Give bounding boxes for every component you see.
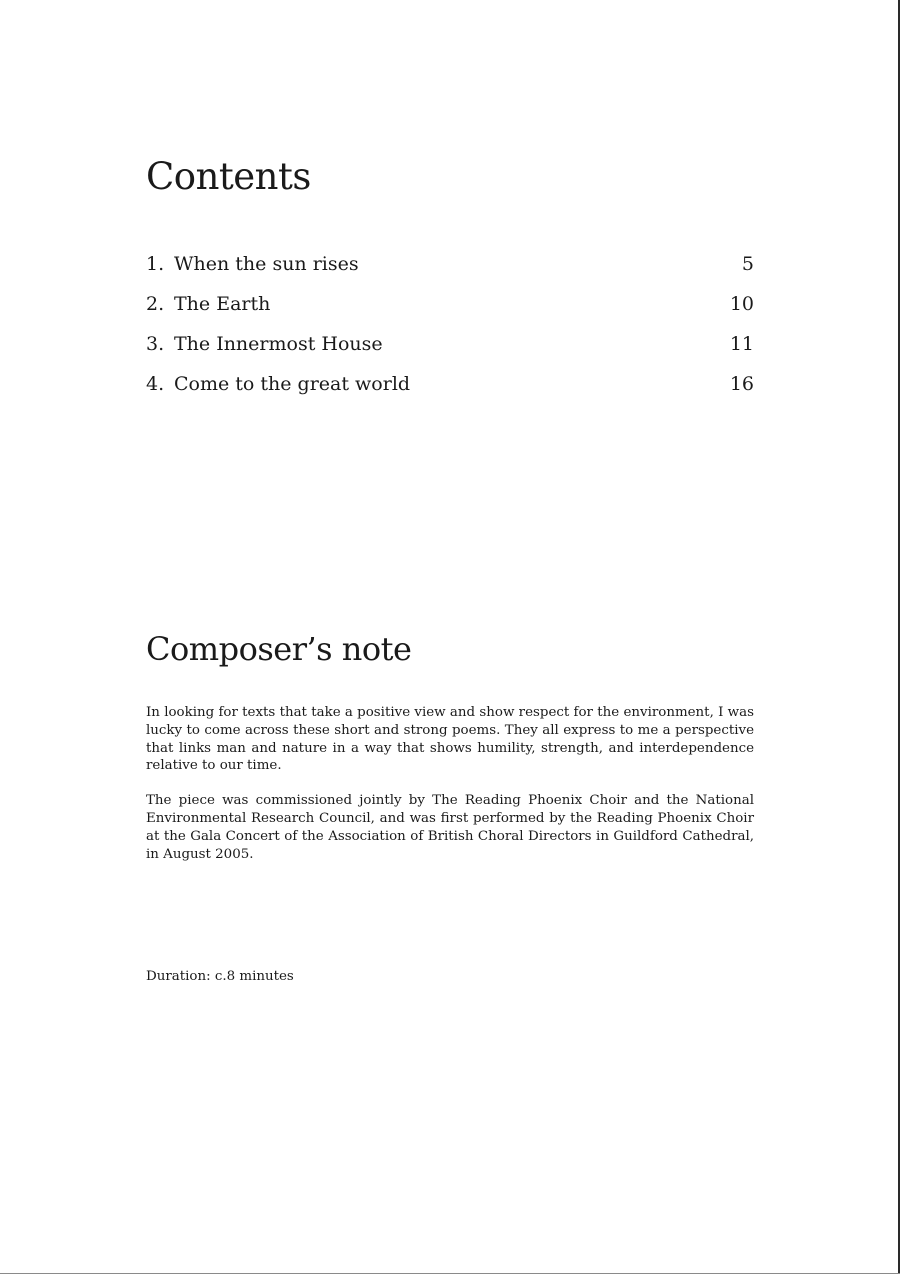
toc-item [146,248,754,288]
toc-item-label [146,328,383,360]
toc-item-page: 5 [741,253,754,275]
toc-item-label [146,248,359,280]
toc-item [146,328,754,368]
composers-note-body [146,704,754,880]
toc-item [146,368,754,408]
toc-item-number: 3. [146,333,165,355]
toc-item-title: The Earth [174,293,271,315]
toc-item-title: When the sun rises [174,253,359,275]
table-of-contents [146,248,754,408]
toc-item-number: 1. [146,253,165,275]
toc-item [146,288,754,328]
toc-item-label [146,288,270,320]
toc-item-title: The Innermost House [174,333,383,355]
note-paragraph: In looking for texts that take a positive view and show respect for the environment, I was lucky to come across these short and strong poems. They all express to me a perspective that links man and nature in a way that shows humility, strength, and interdependence relative to our time. [146,705,754,774]
composers-note-heading: Composer’s note [146,630,412,668]
toc-item-title: Come to the great world [174,373,411,395]
note-paragraph: The piece was commissioned jointly by The Reading Phoenix Choir and the National Environmental Research Council, and was first performed by the Reading Phoenix Choir at the Gala Concert of the Association of British Choral Directors in Guildford Cathedral, in August 2005. [146,793,754,862]
duration-text: Duration: c.8 minutes [146,969,294,984]
toc-item-label [146,368,410,400]
toc-item-page: 16 [729,373,754,395]
toc-item-number: 2. [146,293,165,315]
toc-item-page: 11 [729,333,754,355]
contents-heading: Contents [146,155,311,198]
toc-item-number: 4. [146,373,165,395]
toc-item-page: 10 [729,293,754,315]
